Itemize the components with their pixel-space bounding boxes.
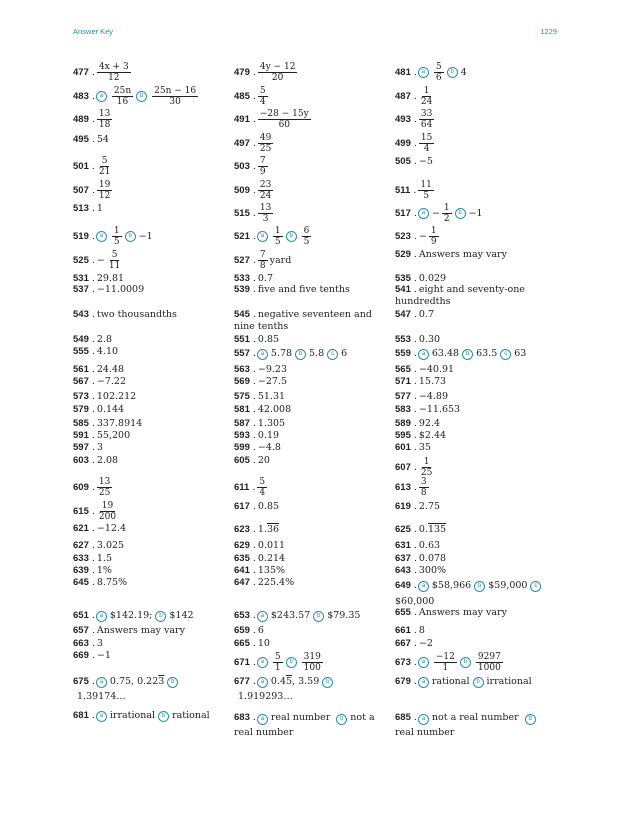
answer-677-continued: 1.919293… bbox=[238, 691, 293, 702]
answer-535: 535 . 0.029 bbox=[395, 273, 447, 284]
answer-663: 663 . 3 bbox=[73, 638, 103, 649]
answer-569: 569 . −27.5 bbox=[234, 376, 288, 387]
answer-615: 615 . $\frac{19}{200}$ bbox=[73, 501, 117, 522]
answer-537: 537 . −11.0009 bbox=[73, 284, 145, 295]
answer-567: 567 . −7.22 bbox=[73, 376, 127, 387]
answer-683: 683 . a real number b not a real number bbox=[234, 712, 375, 738]
part-a-marker: a bbox=[418, 349, 429, 360]
part-c-marker: c bbox=[500, 349, 511, 360]
answer-613: 613 . $\frac{3}{8}$ bbox=[395, 477, 427, 498]
part-b-marker: b bbox=[322, 677, 333, 688]
answer-647: 647 . 225.4% bbox=[234, 577, 295, 588]
part-b-marker: b bbox=[158, 711, 169, 722]
answer-653: 653 . a $243.57 b $79.35 bbox=[234, 610, 361, 621]
part-b-marker: b bbox=[155, 611, 166, 622]
part-a-marker: a bbox=[257, 677, 268, 688]
answer-645: 645 . 8.75% bbox=[73, 577, 128, 588]
answer-571: 571 . 15.73 bbox=[395, 376, 447, 387]
answer-583: 583 . −11.653 bbox=[395, 404, 461, 415]
part-a-marker: a bbox=[96, 231, 107, 242]
answer-659: 659 . 6 bbox=[234, 625, 264, 636]
page-number: 1229 bbox=[540, 27, 557, 36]
answer-555: 555 . 4.10 bbox=[73, 346, 119, 357]
part-b-marker: b bbox=[473, 677, 484, 688]
answer-627: 627 . 3.025 bbox=[73, 540, 125, 551]
part-c-marker: c bbox=[530, 581, 541, 592]
answer-491: 491 . $\frac{-28 - 15y}{60}$ bbox=[234, 109, 309, 130]
answer-551: 551 . 0.85 bbox=[234, 334, 280, 345]
part-b-marker: b bbox=[167, 677, 178, 688]
part-b-marker: b bbox=[447, 67, 458, 78]
answer-623: 623 . 1. 36 bbox=[234, 524, 280, 535]
answer-611: 611 . $\frac{5}{4}$ bbox=[234, 477, 266, 498]
answer-539: 539 . five and five tenths bbox=[234, 284, 350, 295]
part-b-marker: b bbox=[286, 231, 297, 242]
answer-527: 527 . $\frac{7}{8}$ yard bbox=[234, 250, 292, 271]
answer-513: 513 . 1 bbox=[73, 203, 103, 214]
answer-667: 667 . −2 bbox=[395, 638, 433, 649]
part-a-marker: a bbox=[96, 711, 107, 722]
part-a-marker: a bbox=[96, 91, 107, 102]
answer-681: 681 . a irrational b rational bbox=[73, 710, 210, 721]
answer-609: 609 . $\frac{13}{25}$ bbox=[73, 477, 111, 498]
answer-575: 575 . 51.31 bbox=[234, 391, 286, 402]
answer-579: 579 . 0.144 bbox=[73, 404, 125, 415]
answer-565: 565 . −40.91 bbox=[395, 364, 455, 375]
answer-529: 529 . Answers may vary bbox=[395, 249, 507, 260]
answer-651: 651 . a $142.19; b $142 bbox=[73, 610, 194, 621]
answer-541: 541 . eight and seventy-one hundredths bbox=[395, 284, 525, 307]
answer-677: 677 . a 0.4 5 , 3.59 b bbox=[234, 676, 336, 688]
answer-581: 581 . 42.008 bbox=[234, 404, 292, 415]
part-b-marker: b bbox=[136, 91, 147, 102]
answer-563: 563 . −9.23 bbox=[234, 364, 288, 375]
answer-499: 499 . $\frac{15}{4}$ bbox=[395, 133, 433, 154]
part-a-marker: a bbox=[257, 349, 268, 360]
answer-585: 585 . 337.8914 bbox=[73, 418, 143, 429]
answer-619: 619 . 2.75 bbox=[395, 501, 441, 512]
part-b-marker: b bbox=[455, 208, 466, 219]
answer-587: 587 . 1.305 bbox=[234, 418, 286, 429]
answer-685: 685 . a not a real number breal number bbox=[395, 710, 550, 740]
answer-523: 523 . − $\frac{1}{9}$ bbox=[395, 226, 437, 247]
answer-557: 557 . a 5.78 b 5.8 c 6 bbox=[234, 348, 348, 359]
part-a-marker: a bbox=[418, 67, 429, 78]
answer-577: 577 . −4.89 bbox=[395, 391, 449, 402]
part-a-marker: a bbox=[418, 208, 429, 219]
answer-621: 621 . −12.4 bbox=[73, 523, 127, 534]
answer-503: 503 . $\frac{7}{9}$ bbox=[234, 156, 266, 177]
answer-665: 665 . 10 bbox=[234, 638, 270, 649]
answer-597: 597 . 3 bbox=[73, 442, 103, 453]
part-b-marker: b bbox=[474, 581, 485, 592]
answer-599: 599 . −4.8 bbox=[234, 442, 281, 453]
answer-493: 493 . $\frac{33}{64}$ bbox=[395, 109, 433, 130]
answer-533: 533 . 0.7 bbox=[234, 273, 273, 284]
part-b-marker: b bbox=[460, 657, 471, 668]
answer-525: 525 . − $\frac{5}{11}$ bbox=[73, 250, 121, 271]
part-c-marker: c bbox=[327, 349, 338, 360]
answer-521: 521 . a $\frac{1}{5}$ b $\frac{6}{5}$ bbox=[234, 226, 310, 247]
answer-637: 637 . 0.078 bbox=[395, 553, 447, 564]
answer-477: 477 . $\frac{4x + 3}{12}$ bbox=[73, 62, 129, 83]
answer-573: 573 . 102.212 bbox=[73, 391, 137, 402]
answer-633: 633 . 1.5 bbox=[73, 553, 112, 564]
answer-543: 543 . two thousandths bbox=[73, 309, 177, 320]
answer-515: 515 . $\frac{13}{3}$ bbox=[234, 203, 272, 224]
answer-675-continued: 1.39174… bbox=[77, 691, 126, 702]
answer-641: 641 . 135% bbox=[234, 565, 286, 576]
answer-501: 501 . $\frac{5}{21}$ bbox=[73, 156, 111, 177]
part-a-marker: a bbox=[418, 677, 429, 688]
answer-507: 507 . $\frac{19}{12}$ bbox=[73, 180, 111, 201]
answer-679: 679 . a rational b irrational bbox=[395, 676, 532, 687]
answer-629: 629 . 0.011 bbox=[234, 540, 286, 551]
answer-675: 675 . a 0.75, 0.22 3 b bbox=[73, 676, 181, 688]
answer-655: 655 . Answers may vary bbox=[395, 607, 507, 618]
part-b-marker: b bbox=[295, 349, 306, 360]
answer-617: 617 . 0.85 bbox=[234, 501, 280, 512]
answer-497: 497 . $\frac{49}{25}$ bbox=[234, 133, 272, 154]
answer-601: 601 . 35 bbox=[395, 442, 431, 453]
answer-589: 589 . 92.4 bbox=[395, 418, 441, 429]
answer-517: 517 . a − $\frac{1}{2}$ b −1 bbox=[395, 203, 483, 224]
part-a-marker: a bbox=[96, 677, 107, 688]
part-b-marker: b bbox=[313, 611, 324, 622]
answer-559: 559 . a 63.48 b 63.5 c 63 bbox=[395, 348, 527, 359]
running-header-title: Answer Key bbox=[73, 27, 114, 36]
answer-549: 549 . 2.8 bbox=[73, 334, 112, 345]
answer-481: 481 . a $\frac{5}{6}$ b 4 bbox=[395, 62, 467, 83]
answer-603: 603 . 2.08 bbox=[73, 455, 119, 466]
answer-649-continued: $60,000 bbox=[395, 596, 435, 607]
answer-479: 479 . $\frac{4y - 12}{20}$ bbox=[234, 62, 296, 83]
answer-673: 673 . a $\frac{-12}{1}$ b $\frac{9297}{1000}$ bbox=[395, 652, 501, 673]
answer-509: 509 . $\frac{23}{24}$ bbox=[234, 180, 272, 201]
part-a-marker: a bbox=[257, 611, 268, 622]
answer-519: 519 . a $\frac{1}{5}$ b −1 bbox=[73, 226, 153, 247]
answer-553: 553 . 0.30 bbox=[395, 334, 441, 345]
answer-531: 531 . 29.81 bbox=[73, 273, 125, 284]
answer-649: 649 . a $58,966 b $59,000 c bbox=[395, 580, 544, 592]
part-a-marker: a bbox=[418, 714, 429, 725]
part-a-marker: a bbox=[257, 657, 268, 668]
part-a-marker: a bbox=[418, 581, 429, 592]
answer-489: 489 . $\frac{13}{18}$ bbox=[73, 109, 111, 130]
answer-661: 661 . 8 bbox=[395, 625, 425, 636]
answer-547: 547 . 0.7 bbox=[395, 309, 434, 320]
answer-561: 561 . 24.48 bbox=[73, 364, 125, 375]
answer-643: 643 . 300% bbox=[395, 565, 447, 576]
answer-487: 487 . $\frac{1}{24}$ bbox=[395, 86, 433, 107]
part-a-marker: a bbox=[418, 657, 429, 668]
answer-669: 669 . −1 bbox=[73, 650, 111, 661]
answer-635: 635 . 0.214 bbox=[234, 553, 286, 564]
answer-639: 639 . 1% bbox=[73, 565, 112, 576]
answer-511: 511 . $\frac{11}{5}$ bbox=[395, 180, 432, 201]
answer-631: 631 . 0.63 bbox=[395, 540, 441, 551]
part-b-marker: b bbox=[336, 714, 347, 725]
answer-657: 657 . Answers may vary bbox=[73, 625, 185, 636]
answer-593: 593 . 0.19 bbox=[234, 430, 280, 441]
answer-625: 625 . 0. 135 bbox=[395, 524, 447, 535]
answer-495: 495 . 54 bbox=[73, 134, 109, 145]
part-a-marker: a bbox=[257, 231, 268, 242]
answer-505: 505 . −5 bbox=[395, 156, 433, 167]
part-a-marker: a bbox=[257, 714, 268, 725]
answer-595: 595 . $2.44 bbox=[395, 430, 447, 441]
answer-607: 607 . $\frac{1}{25}$ bbox=[395, 457, 433, 478]
part-b-marker: b bbox=[125, 231, 136, 242]
part-b-marker: b bbox=[525, 714, 536, 725]
answer-545: 545 . negative seventeen and nine tenths bbox=[234, 309, 372, 332]
answer-671: 671 . a $\frac{5}{1}$ b $\frac{319}{100}$ bbox=[234, 652, 321, 673]
answer-591: 591 . 55,200 bbox=[73, 430, 131, 441]
part-b-marker: b bbox=[462, 349, 473, 360]
answer-485: 485 . $\frac{5}{4}$ bbox=[234, 86, 266, 107]
answer-483: 483 . a $\frac{25n}{16}$ b $\frac{25n - 16}{30}$ bbox=[73, 86, 197, 107]
part-b-marker: b bbox=[286, 657, 297, 668]
answer-605: 605 . 20 bbox=[234, 455, 270, 466]
part-a-marker: a bbox=[96, 611, 107, 622]
